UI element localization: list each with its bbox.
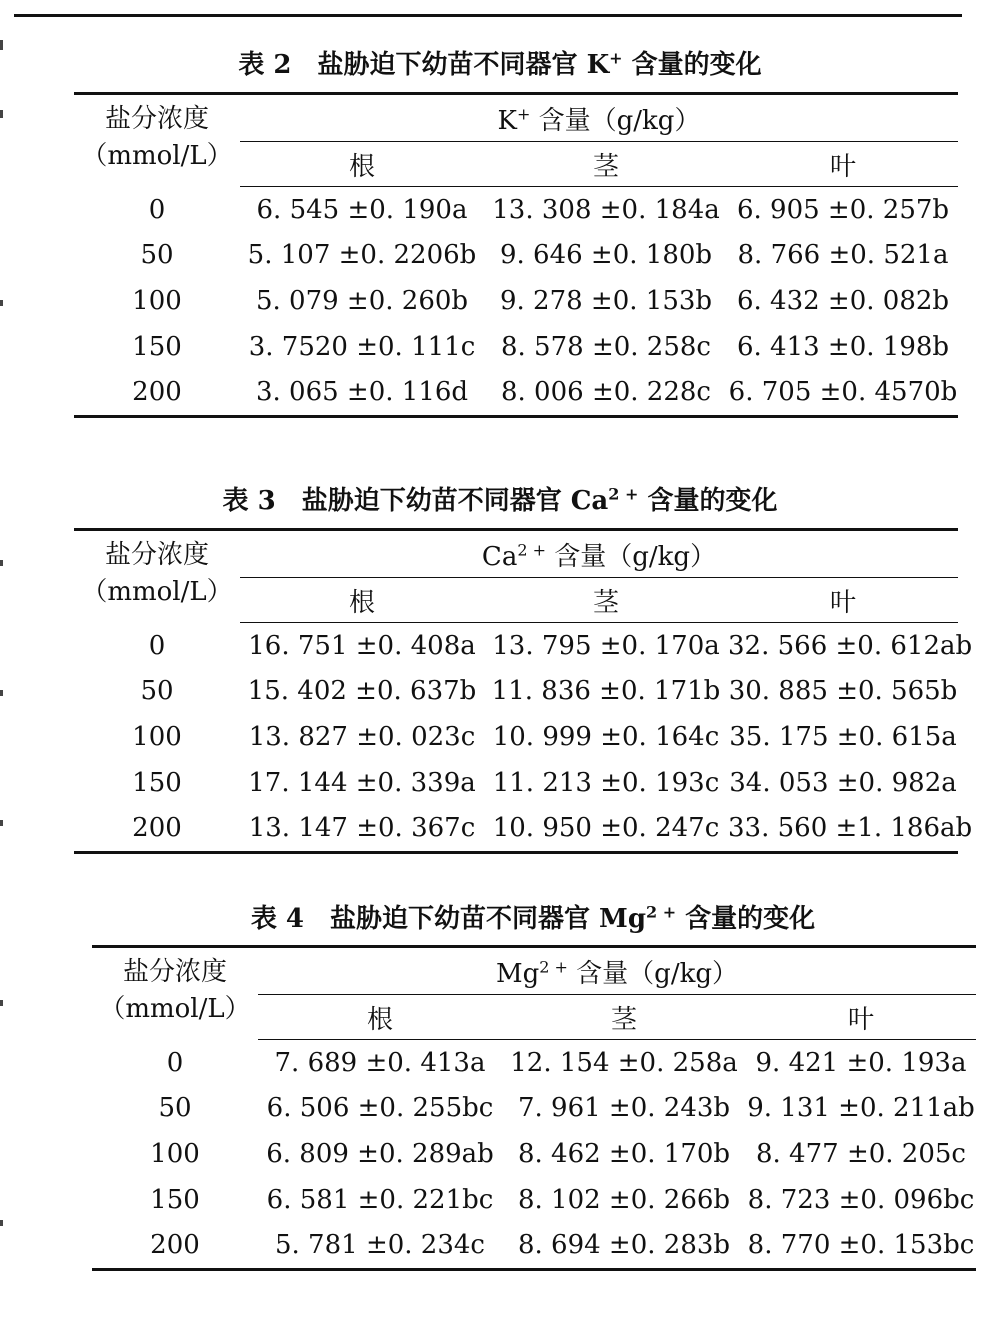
table-row	[92, 1131, 976, 1177]
cell-leaf: 9. 131 ±0. 211ab	[747, 1093, 975, 1124]
cell-leaf: 35. 175 ±0. 615a	[729, 721, 957, 752]
caption-superscript: 2 +	[608, 484, 639, 504]
group-header-superscript: 2 +	[517, 539, 546, 559]
table-row	[74, 369, 958, 416]
cell-stem: 8. 006 ±0. 228c	[484, 369, 728, 416]
cell-concentration: 200	[92, 1222, 258, 1269]
table-row	[74, 760, 958, 806]
cell-concentration: 200	[74, 369, 240, 416]
caption-superscript: 2 +	[646, 902, 677, 922]
cell-stem: 13. 308 ±0. 184a	[492, 194, 720, 225]
cell-root: 5. 107 ±0. 2206b	[247, 240, 477, 271]
row-header-line2: （mmol/L）	[81, 141, 233, 171]
group-header-unit: 含量（g/kg）	[530, 105, 701, 136]
cell-leaf: 6. 905 ±0. 257b	[736, 194, 950, 225]
column-header-leaf: 叶	[746, 995, 976, 1040]
cell-stem: 11. 836 ±0. 171b	[491, 676, 721, 707]
column-header-root: 根	[240, 578, 484, 623]
cell-concentration: 100	[132, 721, 182, 752]
cell-leaf: 33. 560 ±1. 186ab	[728, 805, 958, 852]
table-row	[74, 233, 958, 279]
caption-text: 盐胁迫下幼苗不同器官 Mg	[329, 904, 646, 934]
table-row	[74, 278, 958, 324]
cell-stem: 8. 462 ±0. 170b	[517, 1138, 731, 1169]
cell-leaf: 6. 432 ±0. 082b	[736, 285, 950, 316]
table-row	[74, 187, 958, 233]
cell-leaf: 8. 770 ±0. 153bc	[746, 1222, 976, 1269]
cell-concentration: 150	[150, 1184, 200, 1215]
table-row	[74, 623, 958, 669]
row-header-line1: 盐分浓度	[104, 540, 209, 570]
table-row	[92, 1222, 976, 1269]
group-header-ion: K	[497, 105, 517, 136]
cell-concentration: 200	[74, 805, 240, 852]
cell-root: 7. 689 ±0. 413a	[274, 1047, 486, 1078]
cell-concentration: 100	[132, 285, 182, 316]
caption-number: 表 3	[222, 486, 276, 516]
cell-root: 5. 079 ±0. 260b	[255, 285, 469, 316]
cell-root: 3. 065 ±0. 116d	[240, 369, 484, 416]
table-row	[74, 324, 958, 370]
caption-text: 盐胁迫下幼苗不同器官 Ca	[301, 486, 609, 516]
cell-concentration: 50	[140, 676, 174, 707]
caption-tail: 含量的变化	[622, 50, 762, 80]
table-row	[74, 669, 958, 715]
row-header	[92, 947, 258, 1040]
cell-root: 6. 809 ±0. 289ab	[266, 1138, 494, 1169]
cell-stem: 10. 999 ±0. 164c	[492, 721, 720, 752]
table-row	[92, 1040, 976, 1086]
data-table	[74, 528, 973, 854]
cell-stem: 10. 950 ±0. 247c	[484, 805, 728, 852]
caption-superscript: +	[609, 48, 623, 68]
row-header	[74, 530, 240, 623]
table-row	[92, 1177, 976, 1223]
cell-leaf: 8. 766 ±0. 521a	[737, 240, 949, 271]
cell-stem: 9. 646 ±0. 180b	[499, 240, 713, 271]
cell-root: 17. 144 ±0. 339a	[248, 767, 476, 798]
cell-root: 13. 827 ±0. 023c	[248, 721, 476, 752]
row-header-line2: （mmol/L）	[99, 994, 251, 1024]
cell-stem: 8. 102 ±0. 266b	[517, 1184, 731, 1215]
table-row	[92, 1086, 976, 1132]
caption-text: 盐胁迫下幼苗不同器官 K	[317, 50, 610, 80]
data-table	[74, 92, 958, 418]
group-header	[240, 530, 958, 578]
cell-leaf: 6. 705 ±0. 4570b	[728, 369, 958, 416]
cell-root: 6. 545 ±0. 190a	[256, 194, 468, 225]
cell-leaf: 30. 885 ±0. 565b	[728, 676, 958, 707]
cell-leaf: 8. 477 ±0. 205c	[755, 1138, 966, 1169]
column-header-leaf: 叶	[728, 578, 958, 623]
row-header-line2: （mmol/L）	[81, 577, 233, 607]
cell-concentration: 0	[148, 194, 166, 225]
cell-root: 16. 751 ±0. 408a	[248, 630, 476, 661]
cell-root: 6. 581 ±0. 221bc	[266, 1184, 494, 1215]
table-row	[74, 805, 958, 852]
cell-leaf: 34. 053 ±0. 982a	[729, 767, 957, 798]
cell-stem: 12. 154 ±0. 258a	[510, 1047, 738, 1078]
column-header-stem: 茎	[484, 578, 728, 623]
cell-leaf: 32. 566 ±0. 612ab	[728, 630, 973, 661]
table-block-mg	[0, 854, 1000, 1294]
cell-stem: 7. 961 ±0. 243b	[517, 1093, 731, 1124]
caption-number: 表 4	[250, 904, 304, 934]
cell-root: 13. 147 ±0. 367c	[240, 805, 484, 852]
cell-stem: 8. 578 ±0. 258c	[500, 331, 711, 362]
table-caption	[0, 480, 1000, 517]
cell-root: 15. 402 ±0. 637b	[247, 676, 477, 707]
cell-root: 3. 7520 ±0. 111c	[248, 331, 476, 362]
group-header-ion: Ca	[481, 541, 518, 572]
column-header-root: 根	[240, 142, 484, 187]
column-header-root: 根	[258, 995, 502, 1040]
group-header	[240, 94, 958, 142]
cell-root: 6. 506 ±0. 255bc	[266, 1093, 494, 1124]
caption-tail: 含量的变化	[676, 904, 816, 934]
table-block-k	[0, 0, 1000, 430]
cell-stem: 11. 213 ±0. 193c	[492, 767, 720, 798]
cell-leaf: 6. 413 ±0. 198b	[736, 331, 950, 362]
cell-concentration: 50	[140, 240, 174, 271]
cell-stem: 8. 694 ±0. 283b	[502, 1222, 746, 1269]
cell-concentration: 50	[158, 1093, 192, 1124]
column-header-stem: 茎	[502, 995, 746, 1040]
data-table	[92, 945, 976, 1271]
cell-leaf: 9. 421 ±0. 193a	[755, 1047, 967, 1078]
column-header-leaf: 叶	[728, 142, 958, 187]
group-header	[258, 947, 976, 995]
table-caption	[0, 898, 1000, 935]
cell-concentration: 0	[166, 1047, 184, 1078]
row-header	[74, 94, 240, 187]
table-block-ca	[0, 436, 1000, 866]
table-row	[74, 714, 958, 760]
group-header-superscript: 2 +	[539, 956, 568, 976]
cell-concentration: 150	[132, 331, 182, 362]
table-caption	[0, 44, 1000, 81]
cell-concentration: 0	[148, 630, 166, 661]
caption-tail: 含量的变化	[638, 486, 778, 516]
cell-concentration: 150	[132, 767, 182, 798]
column-header-stem: 茎	[484, 142, 728, 187]
cell-leaf: 8. 723 ±0. 096bc	[747, 1184, 975, 1215]
cell-stem: 9. 278 ±0. 153b	[499, 285, 713, 316]
row-header-line1: 盐分浓度	[122, 957, 227, 987]
group-header-unit: 含量（g/kg）	[567, 958, 738, 989]
cell-concentration: 100	[150, 1138, 200, 1169]
group-header-unit: 含量（g/kg）	[546, 541, 717, 572]
row-header-line1: 盐分浓度	[104, 104, 209, 134]
caption-number: 表 2	[238, 50, 292, 80]
group-header-ion: Mg	[495, 958, 540, 989]
cell-stem: 13. 795 ±0. 170a	[492, 630, 720, 661]
cell-root: 5. 781 ±0. 234c	[258, 1222, 502, 1269]
group-header-superscript: +	[516, 103, 531, 123]
